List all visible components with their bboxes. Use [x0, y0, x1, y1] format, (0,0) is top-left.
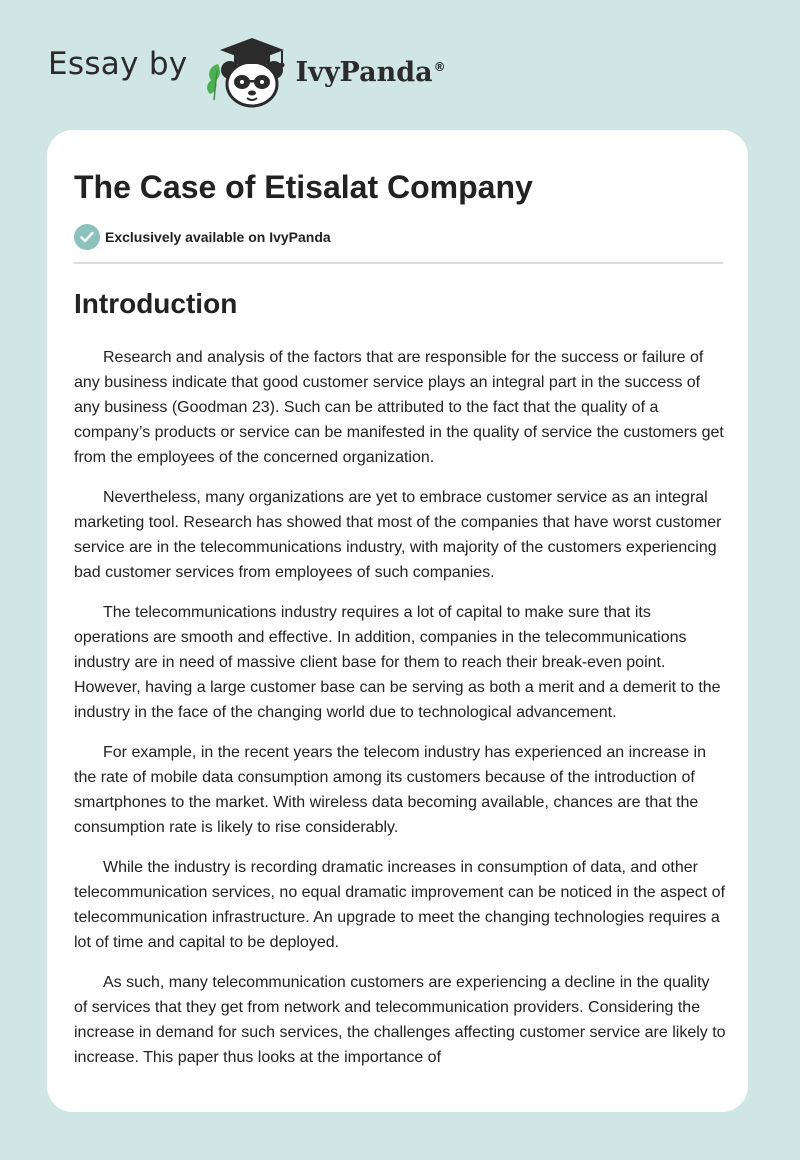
paragraph: The telecommunications industry requires a lot of capital to make sure that its operations are smooth and effective. In addition, companies in the telecommunications industry are in need of massive client base for them to reach their break-even point. However, having a large customer base can be serving as both a merit and a demerit to the industry in the face of the changing world due to technological advancement.	[74, 604, 721, 722]
availability-badge	[74, 223, 722, 251]
panda-graduate-icon[interactable]	[202, 30, 294, 110]
essay-card	[47, 130, 748, 1112]
badge-label: Exclusively available on IvyPanda	[105, 229, 331, 246]
site-header	[48, 30, 446, 110]
essay-title: The Case of Etisalat Company	[74, 169, 533, 205]
brand-name-text: IvyPanda	[295, 56, 433, 88]
check-circle-icon	[74, 224, 100, 250]
divider	[74, 262, 723, 264]
brand-prefix: Essay by	[48, 46, 188, 82]
paragraph: Nevertheless, many organizations are yet to embrace customer service as an integral marketing tool. Research has showed that most of the companies that have worst customer service are in the telecommunications industry, with majority of the customers experiencing bad customer services from employees of such companies.	[74, 489, 722, 582]
registered-mark: ®	[433, 59, 446, 74]
paragraph: As such, many telecommunication customers are experiencing a decline in the quality of services that they get from network and telecommunication providers. Considering the increase in demand for such services, the challenges affecting customer service are likely to increase. This paper thus looks at the importance of	[74, 974, 726, 1067]
essay-body	[74, 345, 726, 1070]
brand-name	[296, 57, 446, 88]
paragraph: While the industry is recording dramatic increases in consumption of data, and other telecommunication services, no equal dramatic improvement can be noticed in the aspect of telecommunication infrastructure. An upgrade to meet the changing technologies requires a lot of time and capital to be deployed.	[74, 859, 726, 952]
essay-content	[47, 130, 748, 1070]
paragraph: For example, in the recent years the telecom industry has experienced an increase in the rate of mobile data consumption among its customers because of the introduction of smartphones to the market. With wireless data becoming available, chances are that the consumption rate is likely to rise considerably.	[74, 744, 706, 837]
paragraph: Research and analysis of the factors that are responsible for the success or failure of any business indicate that good customer service plays an integral part in the success of any business (Goodman 23). Such can be attributed to the fact that the quality of a company’s products or service can be manifested in the quality of service the customers get from the employees of the concerned organization.	[74, 349, 724, 467]
section-heading: Introduction	[74, 288, 238, 320]
